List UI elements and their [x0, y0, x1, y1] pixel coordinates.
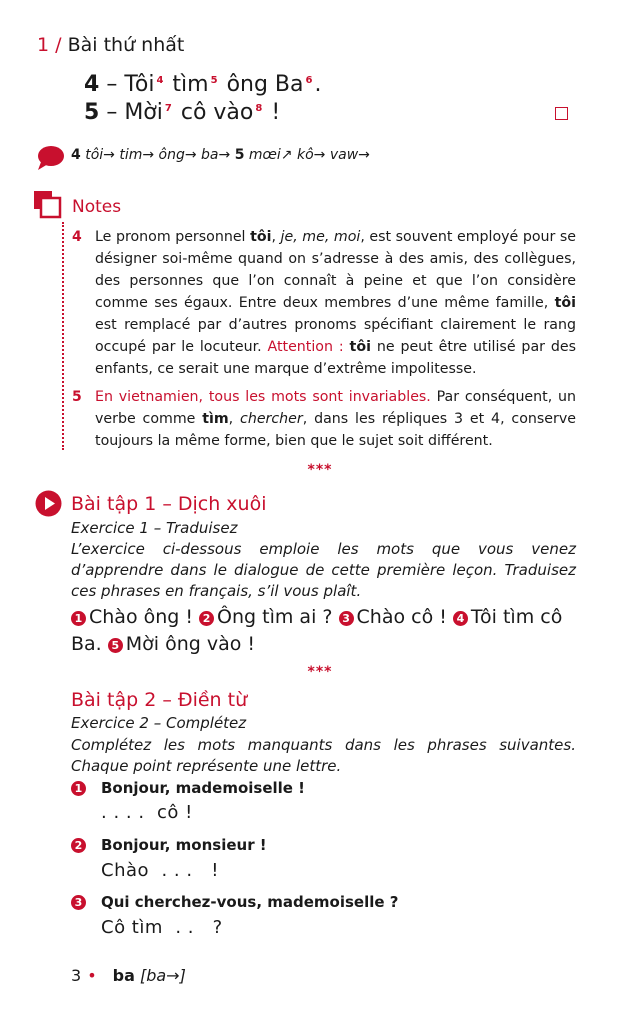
- sentence: Tôi tìm cô Ba.: [71, 606, 563, 655]
- sentence: Chào cô !: [356, 606, 447, 628]
- dialogue-word: tìm: [172, 72, 209, 97]
- lesson-title: Bài thứ nhất: [67, 34, 185, 56]
- dialogue-punct: !: [271, 100, 281, 125]
- speech-bubble-icon: [36, 145, 64, 175]
- exercise-2-title: Bài tập 2 – Điền từ: [71, 689, 248, 711]
- dialogue-word: Mời: [124, 100, 163, 125]
- exercise-2-prompt: Bonjour, mademoiselle !: [101, 779, 306, 797]
- dialogue-word: ông Ba: [226, 72, 304, 97]
- note-number: 4: [72, 229, 82, 245]
- number-circle-icon: 3: [71, 895, 86, 910]
- exercise-2-blank[interactable]: Chào . . . !: [101, 860, 219, 881]
- exercise-2-blank[interactable]: . . . . cô !: [101, 802, 193, 823]
- phonetic-transcription: [71, 147, 370, 163]
- sentence: Mời ông vào !: [125, 633, 256, 655]
- section-separator: ***: [307, 462, 333, 478]
- sentence: Ông tìm ai ?: [217, 606, 333, 628]
- note-5-text: En vietnamien, tous les mots sont invariables. Par conséquent, un verbe comme tìm, chercher, dans les répliques 3 et 4, conserve toujours la même forme, bien que le sujet soit différent.: [95, 389, 576, 449]
- number-circle-icon: 1: [71, 611, 86, 626]
- number-circle-icon: 2: [199, 611, 214, 626]
- note-4-text: Le pronom personnel tôi, je, me, moi, est souvent employé pour se désigner soi-même quand on s’adresse à des amis, des collègues, des personnes que l’on connaît à peine et que l’on considère comme ses égaux. Entre deux membres d’une même famille, tôi est remplacé par d’autres pronoms spécifiant clairement le rang occupé par le locuteur. Attention : tôi ne peut être utilisé par des enfants, ce serait une marque d’extrême impolitesse.: [95, 229, 577, 377]
- note-number: 5: [72, 389, 82, 405]
- note-ref: 7: [164, 102, 172, 114]
- note-ref: 4: [156, 74, 164, 86]
- dialogue-punct: .: [314, 72, 322, 97]
- sentence: Chào ông !: [89, 606, 193, 628]
- exercise-1-description: L’exercice ci-dessous emploie les mots que vous venez d’apprendre dans le dialogue de cette première leçon. Traduisez ces phrases en français, s’il vous plaît.: [71, 540, 576, 600]
- number-circle-icon: 2: [71, 838, 86, 853]
- line-dash: –: [106, 100, 118, 125]
- lesson-header: [37, 34, 184, 56]
- exercise-2-prompt: Qui cherchez-vous, mademoiselle ?: [101, 893, 399, 911]
- phonetic-number: 4: [71, 147, 81, 163]
- line-dash: –: [106, 72, 118, 97]
- header-separator: /: [55, 34, 62, 56]
- exercise-1-title: Bài tập 1 – Dịch xuôi: [71, 493, 267, 515]
- exercise-2-prompt: Bonjour, monsieur !: [101, 836, 267, 854]
- play-icon: [35, 490, 62, 521]
- phonetic-text: tôi→ tim→ ông→ ba→: [85, 147, 231, 163]
- dialogue-line-5: [84, 100, 280, 125]
- exercise-1-subtitle: Exercice 1 – Traduisez: [71, 519, 238, 537]
- section-separator: ***: [307, 664, 333, 680]
- notes-icon: [33, 190, 63, 224]
- exercise-1-sentences: [71, 604, 581, 658]
- phonetic-text: mœi↗ kô→ vaw→: [248, 147, 370, 163]
- page-footer: [71, 966, 186, 985]
- dialogue-word: Tôi: [124, 72, 155, 97]
- bullet-icon: •: [87, 966, 97, 985]
- dialogue-line-4: [84, 72, 321, 97]
- footer-phonetic: [ba→]: [139, 966, 186, 985]
- note-ref: 8: [255, 102, 263, 114]
- note-ref: 5: [210, 74, 218, 86]
- notes-dotted-rule: [62, 222, 64, 450]
- phonetic-number: 5: [234, 147, 245, 163]
- number-circle-icon: 3: [339, 611, 354, 626]
- exercise-2-blank[interactable]: Cô tìm . . ?: [101, 917, 223, 938]
- footer-word: ba: [112, 966, 135, 985]
- lesson-number: 1: [37, 34, 50, 56]
- dialogue-word: cô vào: [180, 100, 254, 125]
- exercise-2-subtitle: Exercice 2 – Complétez: [71, 714, 247, 732]
- note-ref: 6: [305, 74, 313, 86]
- line-number: 4: [84, 72, 100, 97]
- line-number: 5: [84, 100, 100, 125]
- number-circle-icon: 5: [108, 638, 123, 653]
- page-number: 3: [71, 966, 82, 985]
- exercise-2-description: Complétez les mots manquants dans les phrases suivantes. Chaque point représente une lettre.: [71, 736, 576, 775]
- number-circle-icon: 4: [453, 611, 468, 626]
- notes-title: Notes: [72, 197, 122, 217]
- checkbox-icon[interactable]: [555, 107, 568, 120]
- number-circle-icon: 1: [71, 781, 86, 796]
